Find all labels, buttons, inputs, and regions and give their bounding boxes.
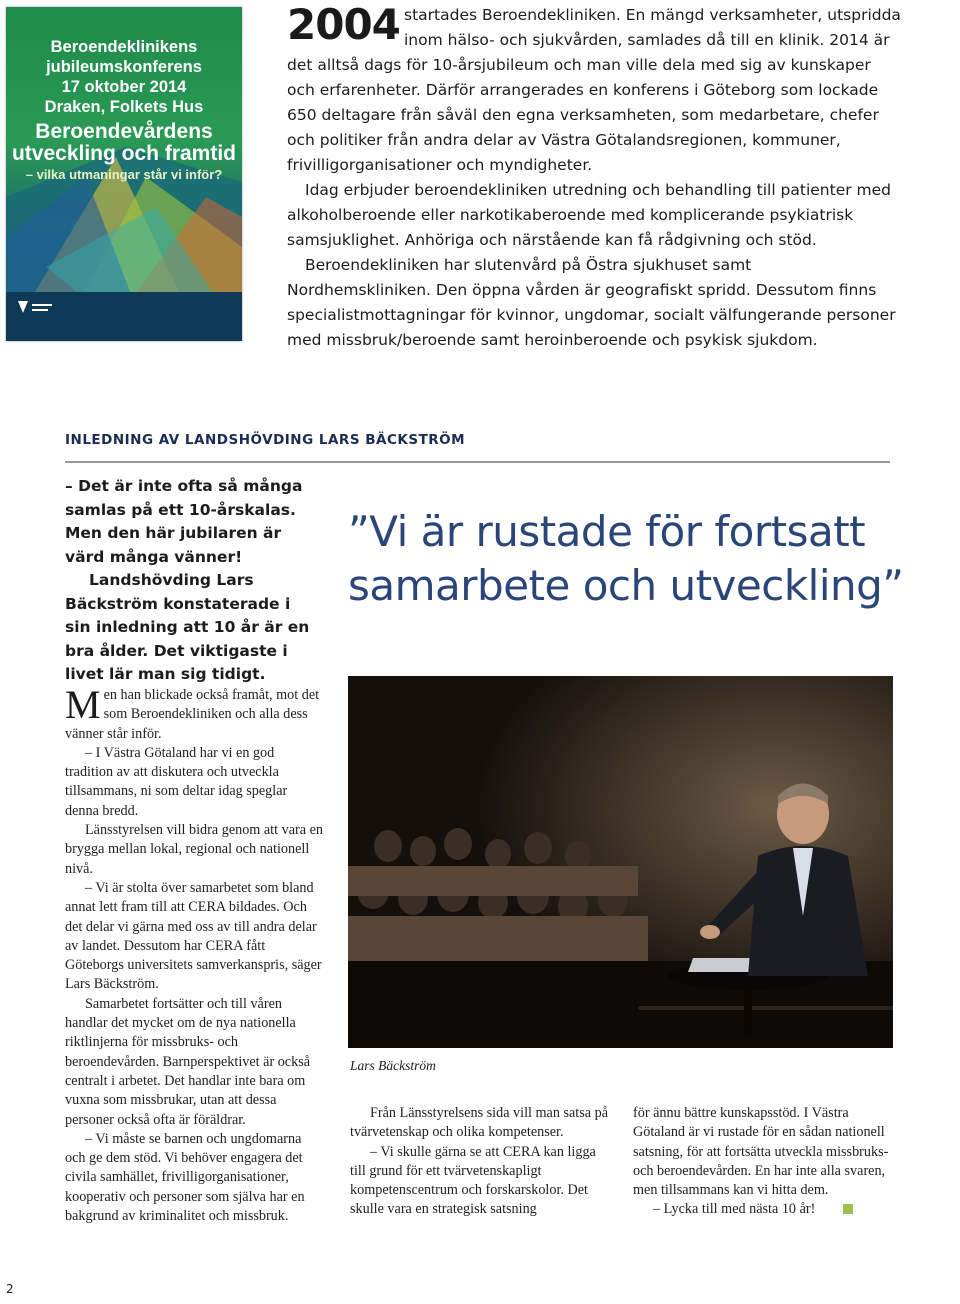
conference-poster	[6, 7, 242, 341]
body-paragraph: – Vi skulle gärna se att CERA kan ligga till grund för ett tvärvetenskapligt kompetenscentrum och forskarskolor. Det skulle vara en strategisk satsning	[350, 1143, 596, 1218]
intro-paragraph: det alltså dags för 10-årsjubileum och man ville dela med sig av kunskaper och erfarenheter. Därför arrangerades en konferens i Göteborg som lockade 650 deltagare från såväl den egna verksamheten, som medarbetare, chefer och politiker från andra delar av Västra Götalandsregionen, kommuner, frivilligorganisationer och myndigheter.	[287, 56, 879, 174]
page-number: 2	[6, 1282, 14, 1296]
body-paragraph: – I Västra Götaland har vi en god tradition av att diskutera och utveckla tillsammans, ni som deltar idag speglar denna bredd.	[65, 744, 288, 819]
body-column-2	[350, 1104, 608, 1220]
body-paragraph: – Vi måste se barnen och ungdomarna och ge dem stöd. Vi behöver engagera det civila samhället, frivilligorganisationer, kooperativ och personer som själva har en bakgrund av kriminalitet och missbruk.	[65, 1130, 305, 1225]
vgr-logo-icon	[16, 299, 56, 317]
body-paragraph: Från Länsstyrelsens sida vill man satsa på tvärvetenskap och olika kompetenser.	[350, 1105, 608, 1141]
speaker-photo	[348, 676, 893, 1048]
body-paragraph: Samarbetet fortsätter och till våren handlar det mycket om de nya nationella riktlinjerna för missbruks- och beroendevården. Barnperspektivet är också centralt i arbetet. Det handlar inte bara om vuxna som missbrukar, utan att dessa personer också ofta är föräldrar.	[65, 995, 311, 1128]
body-paragraph: Länsstyrelsen vill bidra genom att vara en brygga mellan lokal, regional och nationell nivå.	[65, 822, 323, 877]
body-paragraph: för ännu bättre kunskapsstöd. I Västra Götaland är vi rustade för en sådan nationell satsning, för att fortsätta utveckla missbruks- och beroendevården. En har inte alla svaren, men tillsammans kan vi hitta dem.	[633, 1105, 889, 1199]
body-paragraph: – Lycka till med nästa 10 år!	[633, 1200, 891, 1219]
drop-cap: M	[65, 682, 101, 727]
poster-title: Beroendeklinikens jubileumskonferens 17 oktober 2014 Draken, Folkets Hus	[44, 38, 204, 116]
intro-paragraph: Idag erbjuder beroendekliniken utredning och behandling till patienter med alkoholberoende eller narkotikaberoende med komplicerande psykiatrisk samsjuklighet. Anhöriga och närstående kan få rådgivning och stöd.	[287, 181, 892, 249]
body-column-3	[633, 1104, 891, 1220]
poster-tagline: – vilka utmaningar står vi inför?	[25, 167, 223, 182]
intro-year: 2004	[287, 0, 400, 49]
photo-caption: Lars Bäckström	[350, 1058, 436, 1073]
intro-line: startades Beroendekliniken. En mängd verksamheter, utspridda	[404, 6, 901, 24]
body-column-1	[65, 682, 323, 1226]
intro-paragraph: Beroendekliniken har slutenvård på Östra sjukhuset samt Nordhemskliniken. Den öppna vården är geografiskt spridd. Dessutom finns specialistmottagningar för kvinnor, ungdomar, socialt välfungerande personer med missbruk/beroende samt heroinberoende och psykisk sjukdom.	[287, 256, 896, 349]
section-heading: INLEDNING AV LANDSHÖVDING LARS BÄCKSTRÖM	[65, 432, 466, 448]
photo-illustration	[348, 676, 893, 1048]
lead-paragraph: Landshövding Lars Bäckström konstaterade i sin inledning att 10 år är en bra ålder. Det viktigaste i livet lär man sig tidigt.	[65, 571, 310, 683]
lead-paragraph: – Det är inte ofta så många samlas på ett 10-årskalas. Men den här jubilaren är värd många vänner!	[65, 477, 303, 566]
intro-line: inom hälso- och sjukvården, samlades då till en klinik. 2014 är	[404, 31, 890, 49]
body-paragraph: – Vi är stolta över samarbetet som bland annat lett fram till att CERA bildades. Och det delar vi gärna med oss av till andra delar av landet. Dessutom har CERA fått Göteborgs universitets samverkanspris, säger Lars Bäckström.	[65, 879, 322, 993]
pull-quote: ”Vi är rustade för fortsatt samarbete och utveckling”	[348, 507, 904, 610]
lead-text	[65, 475, 320, 687]
section-divider	[65, 461, 890, 463]
end-mark-icon	[843, 1204, 853, 1214]
poster-subtitle: Beroendevårdens utveckling och framtid	[11, 120, 237, 165]
body-paragraph: Men han blickade också framåt, mot det som Beroendekliniken och alla dess vänner står inför.	[65, 682, 320, 742]
